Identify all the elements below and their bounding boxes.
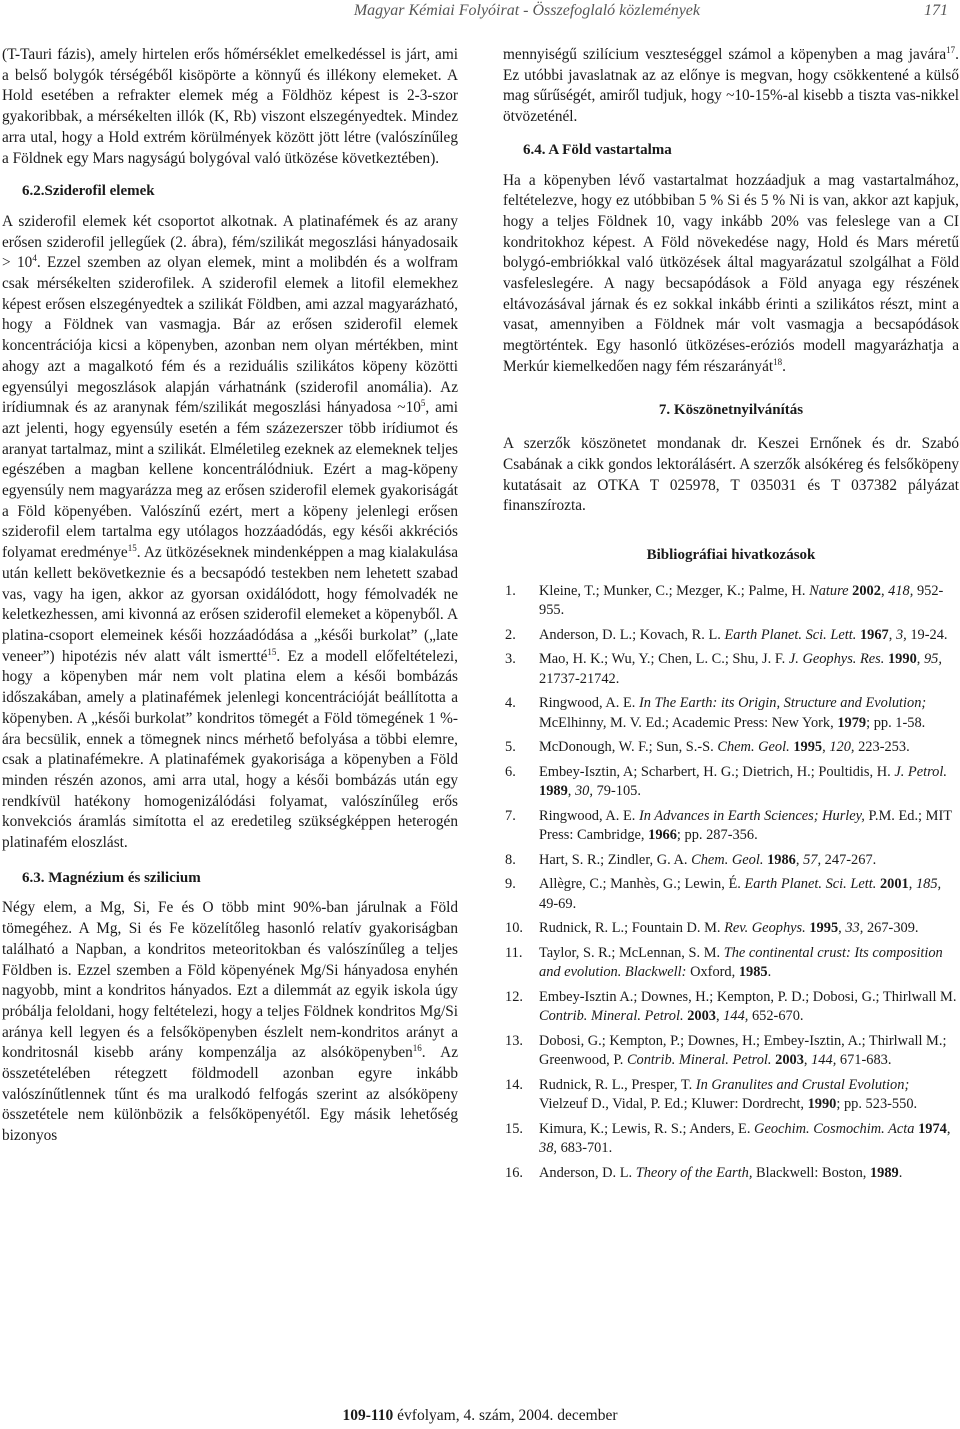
reference-volume: 95, (923, 651, 942, 668)
reference-number: 1. (505, 582, 516, 599)
reference-publisher: Vielzeuf D., Vidal, P. Ed.; Kluwer: Dordrecht, (539, 1096, 808, 1113)
reference-text: Embey-Isztin A.; Downes, H.; Kempton, P. D.; Dobosi, G.; Thirlwall M. Contrib. Mineral. Petrol. 2003, 144, 652-670. (539, 988, 957, 1025)
citation-superscript: 15 (267, 646, 277, 657)
page-header (0, 2, 960, 24)
reference-journal: Geochim. Cosmochim. Acta (754, 1120, 915, 1137)
reference-pages: 247-267. (824, 851, 877, 868)
reference-item (503, 1076, 959, 1115)
reference-journal: Theory of the Earth, (635, 1164, 753, 1181)
reference-journal: Nature (809, 582, 849, 599)
reference-text: Embey-Isztin, A; Scharbert, H. G.; Dietrich, H.; Poultidis, H. J. Petrol. 1989, 30, 79-105. (539, 763, 947, 800)
volume-number: 109-110 (342, 1407, 394, 1424)
reference-item (503, 650, 959, 689)
reference-item (503, 807, 959, 846)
reference-year: 1990 (807, 1096, 837, 1113)
superscript: 5 (420, 398, 426, 409)
left-column (2, 45, 458, 1147)
reference-year: 1995 (809, 920, 839, 937)
reference-pages: 671-683. (839, 1052, 892, 1069)
reference-number: 14. (505, 1076, 523, 1093)
reference-volume: 120, (829, 739, 855, 756)
reference-text: Rudnick, R. L., Presper, T. In Granulites and Crustal Evolution; Vielzeuf D., Vidal, P. Ed.; Kluwer: Dordrecht, 1990; pp. 523-550. (539, 1076, 918, 1113)
section-heading-6-3: 6.3. Magnézium és szilicium (22, 869, 201, 886)
paragraph: mennyiségű szilícium veszteséggel számol a köpenyben a mag javára$^{17}$. Ez utóbbi javaslatnak az az előnye is megvan, hogy csökkentené a külső mag sűrűségét, amiről tudjuk, hogy ~10-15%-al kisebb a tiszta vas-nikkel ötvözeténél. (503, 44, 959, 126)
reference-item (503, 1120, 959, 1159)
paragraph: (T-Tauri fázis), amely hirtelen erős hőmérséklet emelkedéssel is járt, ami a belső bolygók térségéből kisöpörte a könnyű és illékony elemeket. A Hold esetében a refrakter elemek még a Földhöz képest is 2-3-szor gyakoribbak, a mérsékelten illók (K, Rb) viszont elszegényedtek. Mindez arra utal, hogy a Hold extrém körülmények között jött létre (valószínűleg a Földnek egy Mars nagyságú bolygóval való ütközése következtében). (2, 46, 458, 167)
reference-item (503, 626, 959, 646)
reference-volume: 144, (811, 1052, 837, 1069)
reference-publisher: McElhinny, M. V. Ed.; Academic Press: New York, (539, 714, 838, 731)
reference-number: 10. (505, 920, 523, 937)
reference-year: 1995 (793, 739, 823, 756)
reference-volume: 185, (915, 876, 942, 893)
reference-authors: Ringwood, A. E. (539, 807, 639, 824)
reference-pages: 952-955. (539, 582, 944, 619)
reference-number: 16. (505, 1164, 523, 1181)
section-heading-7: 7. Köszönetnyilvánítás (658, 401, 804, 418)
reference-journal: In Advances in Earth Sciences; Hurley, (638, 807, 865, 824)
reference-journal: In Granulites and Crustal Evolution; (695, 1076, 910, 1093)
reference-text: Mao, H. K.; Wu, Y.; Chen, L. C.; Shu, J. F. J. Geophys. Res. 1990, 95, 21737-21742. (539, 651, 942, 687)
reference-journal: J. Geophys. Res. (788, 651, 885, 668)
reference-journal: J. Petrol. (894, 763, 947, 780)
reference-journal: In The Earth: its Origin, Structure and Evolution; (638, 695, 927, 712)
reference-year: 1989 (869, 1164, 899, 1181)
reference-number: 15. (505, 1120, 523, 1137)
reference-pages: 21737-21742. (539, 670, 620, 687)
reference-year: 1974 (918, 1120, 947, 1137)
reference-year: 1990 (887, 651, 917, 668)
reference-text: Taylor, S. R.; McLennan, S. M. The continental crust: Its composition and evolution. Blackwell: Oxford, 1985. (539, 944, 943, 981)
reference-authors: Anderson, D. L.; Kovach, R. L. (539, 626, 725, 643)
reference-authors: Rudnick, R. L.; Fountain D. M. (539, 920, 725, 937)
reference-list (503, 582, 959, 1184)
paragraph: A szerzők köszönetet mondanak dr. Keszei Ernőnek és dr. Szabó Csabának a cikk gondos lektorálásért. A szerzők alsókéreg és felsőköpeny kutatásait az OTKA T 025978, T 035031 és T 037382 pályázat finanszírozta. (503, 435, 959, 515)
page-number: 171 (924, 2, 948, 19)
reference-number: 12. (505, 988, 523, 1005)
reference-number: 2. (505, 626, 516, 643)
reference-pages: 223-253. (858, 739, 910, 756)
reference-text: Kimura, K.; Lewis, R. S.; Anders, E. Geochim. Cosmochim. Acta 1974, 38, 683-701. (539, 1120, 951, 1157)
reference-publisher: Oxford, (686, 964, 739, 981)
reference-year: 1985 (738, 964, 768, 981)
reference-number: 8. (505, 851, 516, 868)
reference-number: 5. (505, 739, 516, 756)
reference-text: Anderson, D. L.; Kovach, R. L. Earth Planet. Sci. Lett. 1967, 3, 19-24. (539, 626, 948, 643)
reference-authors: Ringwood, A. E. (539, 695, 639, 712)
section-heading-6-2: 6.2.Sziderofil elemek (22, 183, 155, 200)
reference-year: 1967 (859, 626, 889, 643)
reference-text: McDonough, W. F.; Sun, S.-S. Chem. Geol. 1995, 120, 223-253. (539, 739, 910, 756)
reference-pages: pp. 287-356. (684, 827, 758, 844)
citation-superscript: 18 (773, 356, 783, 367)
reference-year: 1979 (837, 714, 867, 731)
reference-volume: 30, (574, 783, 593, 800)
reference-year: 2003 (687, 1008, 716, 1025)
reference-volume: 57, (803, 851, 822, 868)
reference-authors: Mao, H. K.; Wu, Y.; Chen, L. C.; Shu, J. F. (539, 651, 789, 668)
reference-text: Kleine, T.; Munker, C.; Mezger, K.; Palme, H. Nature 2002, 418, 952-955. (539, 582, 944, 619)
reference-number: 6. (505, 763, 516, 780)
page-footer (0, 1407, 960, 1425)
reference-number: 9. (505, 876, 516, 893)
reference-pages: 652-670. (751, 1008, 804, 1025)
citation-superscript: 17 (946, 44, 956, 55)
reference-item (503, 763, 959, 802)
reference-authors: Taylor, S. R.; McLennan, S. M. (539, 944, 724, 961)
right-column (503, 45, 959, 1188)
reference-journal: Contrib. Mineral. Petrol. (539, 1008, 684, 1025)
issue-info: évfolyam, 4. szám, 2004. december (393, 1407, 618, 1424)
paragraph: Ha a köpenyben lévő vastartalmat hozzáadjuk a mag vastartalmához, feltételezve, hogy ez utóbbiban 5 % Si és 5 % Ni is van, akkor azt kapjuk, hogy a teljes Földnek 10, vagy inkább 20% vas feleslege van a CI kondritokhoz képest. A Föld növekedése nagy, Hold és Mars méretű bolygó-embriókkal való ütközések által magyarázatul szolgálhat a Föld vasfeleslegére. A nagy becsapódások a Föld anyaga egy részének eltávozásával járnak és ez sokkal inkább érinti a szilikátos részt, mint a vasat, amennyiben a Földnek már volt vasmagja a becsapódások megtörténtek. Egy hasonló ütközéses-eróziós modell magyarázhatja a Merkúr kiemelkedően nagy fém részarányát$^{18}$. (503, 171, 959, 375)
reference-pages: 79-105. (596, 783, 641, 800)
reference-text: Hart, S. R.; Zindler, G. A. Chem. Geol. 1986, 57, 247-267. (539, 851, 877, 868)
section-heading-6-4: 6.4. A Föld vastartalma (523, 141, 672, 158)
reference-journal: The continental crust: Its composition and evolution. Blackwell: (539, 944, 943, 981)
reference-authors: Kimura, K.; Lewis, R. S.; Anders, E. (539, 1120, 755, 1137)
paragraph: Négy elem, a Mg, Si, Fe és O több mint 90%-ban járulnak a Föld tömegéhez. A Mg, Si és Fe közelítőleg hasonló relatív gyakoriságban található a Napban, a kondritos meteoritokban és valószínűleg a teljes Földben is. Ezzel szemben a Föld köpenyének Mg/Si hányadosa enyhén nagyobb, mint a kondritos hányados. Ezt a dilemmát az egyik iskola úgy próbálja feloldani, hogy feltételezi, hogy a teljes Földnek kondritos Mg/Si aránya kell legyen és a felsőköpenyben észlelt nem-kondritos arányt a kondritosnál kisebb arány kompenzálja az alsóköpenyben$^{16}$. Az összetételében rétegzett földmodell azonban egyre inkább valószínűtlennek tűnt és ma uralkodó felfogás szerint az alsóköpeny összetétele nem különbözik a felsőköpenyétől. Egy másik lehetőség bizonyos (2, 899, 458, 1145)
reference-number: 13. (505, 1032, 523, 1049)
reference-item (503, 944, 959, 983)
reference-authors: Hart, S. R.; Zindler, G. A. (539, 851, 692, 868)
reference-item (503, 875, 959, 914)
reference-year: 2002 (852, 582, 881, 599)
bibliography-heading: Bibliográfiai hivatkozások (646, 547, 816, 564)
reference-number: 3. (505, 651, 516, 668)
reference-number: 11. (505, 944, 523, 961)
reference-number: 7. (505, 807, 516, 824)
reference-text: Ringwood, A. E. In Advances in Earth Sciences; Hurley, P.M. Ed.; MIT Press: Cambridge, 1966; pp. 287-356. (539, 807, 952, 844)
reference-authors: Embey-Isztin, A; Scharbert, H. G.; Dietrich, H.; Poultidis, H. (539, 763, 895, 780)
reference-authors: McDonough, W. F.; Sun, S.-S. (539, 739, 718, 756)
reference-journal: Earth Planet. Sci. Lett. (724, 626, 857, 643)
reference-text: Ringwood, A. E. In The Earth: its Origin, Structure and Evolution; McElhinny, M. V. Ed.; Academic Press: New York, 1979; pp. 1-58. (539, 695, 927, 731)
reference-pages: 49-69. (539, 895, 577, 912)
reference-item (503, 1164, 959, 1184)
reference-journal: Chem. Geol. (717, 739, 790, 756)
reference-number: 4. (505, 695, 516, 712)
reference-item (503, 694, 959, 733)
reference-year: 1986 (767, 851, 796, 868)
reference-publisher: Blackwell: Boston, (752, 1164, 870, 1181)
reference-volume: 3, (895, 626, 907, 643)
reference-text: Rudnick, R. L.; Fountain D. M. Rev. Geophys. 1995, 33, 267-309. (539, 920, 919, 937)
reference-pages: pp. 1-58. (873, 714, 926, 731)
reference-authors: Allègre, C.; Manhès, G.; Lewin, É. (539, 876, 745, 893)
reference-journal: Earth Planet. Sci. Lett. (744, 876, 877, 893)
reference-authors: Rudnick, R. L., Presper, T. (539, 1076, 696, 1093)
reference-pages: 683-701. (560, 1140, 613, 1157)
reference-year: 2003 (775, 1052, 804, 1069)
reference-year: 2001 (879, 876, 909, 893)
reference-item (503, 919, 959, 939)
reference-authors: Anderson, D. L. (539, 1164, 636, 1181)
reference-volume: 144, (723, 1008, 749, 1025)
reference-authors: Kleine, T.; Munker, C.; Mezger, K.; Palme, H. (539, 582, 810, 599)
reference-text: Dobosi, G.; Kempton, P.; Downes, H.; Embey-Isztin, A.; Thirlwall M.; Greenwood, P. Contrib. Mineral. Petrol. 2003, 144, 671-683. (539, 1032, 947, 1069)
reference-journal: Rev. Geophys. (724, 920, 806, 937)
reference-item (503, 988, 959, 1027)
reference-year: 1989 (539, 783, 568, 800)
paragraph: A sziderofil elemek két csoportot alkotnak. A platinafémek és az arany erősen sziderofil jellegűek (2. ábra), fém/szilikát megoszlási hányadosaik > $10^4$. Ezzel szemben az olyan elemek, mint a molibdén és a wolfram csak mérsékelten sziderofilek. A sziderofil elemek a litofil elemekhez képest erősen elszegényedtek a szilikát Földben, ami azzal magyarázható, hogy a Földnek van vasmagja. Bár az erősen sziderofil elemek koncentrációja kicsi a köpenyben, azonban nem olyan mértékben, mint ahogy azt a magalkotó fém és a reziduális szilikátos köpeny közötti egyensúlyi megoszlások alapján várhatnánk (sziderofil anomália). Az irídiumnak és az aranynak fém/szilikát megoszlási hányadosa $\sim 10^5$, ami azt jelenti, hogy egyensúly esetén a fém százezerszer több irídiumot és aranyat tartalmaz, mint a szilikát. Elméletileg ezeknek az elemeknek teljes egészében a magban kellene koncentrálódniuk. Ezért a mag-köpeny egyensúly nem magyarázza meg az erősen sziderofil elemek gyakoriságát a Föld köpenyében. Valószínű ezért, mert a köpeny jelenlegi erősen sziderofil elem tartalma egy utólagos hozzáadódás, egy késői akkréciós folyamat eredménye$^{15}$. Az ütközéseknek mindenképpen a mag kialakulása után kellett bekövetkeznie és a becsapódó testekben nem lehetett szabad vas, vagy ha igen, akkor az gyorsan oxidálódott, hogy fémolvadék ne keletkezhessen, ami kivonná az erősen sziderofil elemeket a köpenyből. A platina-csoport elemeinek késői hozzáadódása a „késői burkolat” („late veneer”) hipotézis név alatt vált ismertté$^{15}$. Ez a modell előfeltételezi, hogy a köpenyben már nem volt platina elem a késői bombázás időszakában, amely a platinafémek jelenlegi koncentrációját beállította a köpenyben. A „késői burkolat” kondritos tömegét a Föld tömegének 1 %-ára becsülik, ennek a tömegnek nincs mérhető befolyása a többi elemre, csak a platinafémekre. A platinafémek gyakorisága a köpenyben a Föld minden részén azonos, ami arra utal, hogy a késői bombázás után egy rendkívül hatékony homogenizálódási folyamat, valószínűleg erős konvekciós áramlás simította el az eredetileg szükségképpen heterogén platinafém eloszlást. (2, 212, 459, 852)
reference-volume: 33, (845, 920, 864, 937)
reference-item (503, 1032, 959, 1071)
reference-item (503, 851, 959, 871)
reference-volume: 38, (539, 1140, 557, 1157)
reference-item (503, 582, 959, 621)
reference-text: Allègre, C.; Manhès, G.; Lewin, É. Earth Planet. Sci. Lett. 2001, 185, 49-69. (539, 876, 942, 912)
reference-item (503, 738, 959, 758)
reference-journal: Contrib. Mineral. Petrol. (626, 1052, 772, 1069)
citation-superscript: 15 (127, 543, 137, 554)
reference-pages: 19-24. (910, 626, 948, 643)
reference-journal: Chem. Geol. (691, 851, 764, 868)
citation-superscript: 16 (412, 1043, 422, 1054)
reference-authors: Dobosi, G.; Kempton, P.; Downes, H.; Embey-Isztin, A.; Thirlwall M.; Greenwood, P. (539, 1032, 947, 1069)
reference-pages: pp. 523-550. (843, 1096, 918, 1113)
reference-volume: 418, (888, 582, 914, 599)
reference-year: 1966 (648, 827, 677, 844)
reference-authors: Embey-Isztin A.; Downes, H.; Kempton, P. D.; Dobosi, G.; Thirlwall M. (539, 988, 957, 1005)
reference-publisher: P.M. Ed.; MIT Press: Cambridge, (539, 807, 952, 844)
running-head: Magyar Kémiai Folyóirat - Összefoglaló közlemények (353, 2, 700, 19)
superscript: 4 (32, 253, 37, 264)
reference-text: Anderson, D. L. Theory of the Earth, Blackwell: Boston, 1989. (539, 1164, 903, 1181)
reference-pages: 267-309. (866, 920, 919, 937)
